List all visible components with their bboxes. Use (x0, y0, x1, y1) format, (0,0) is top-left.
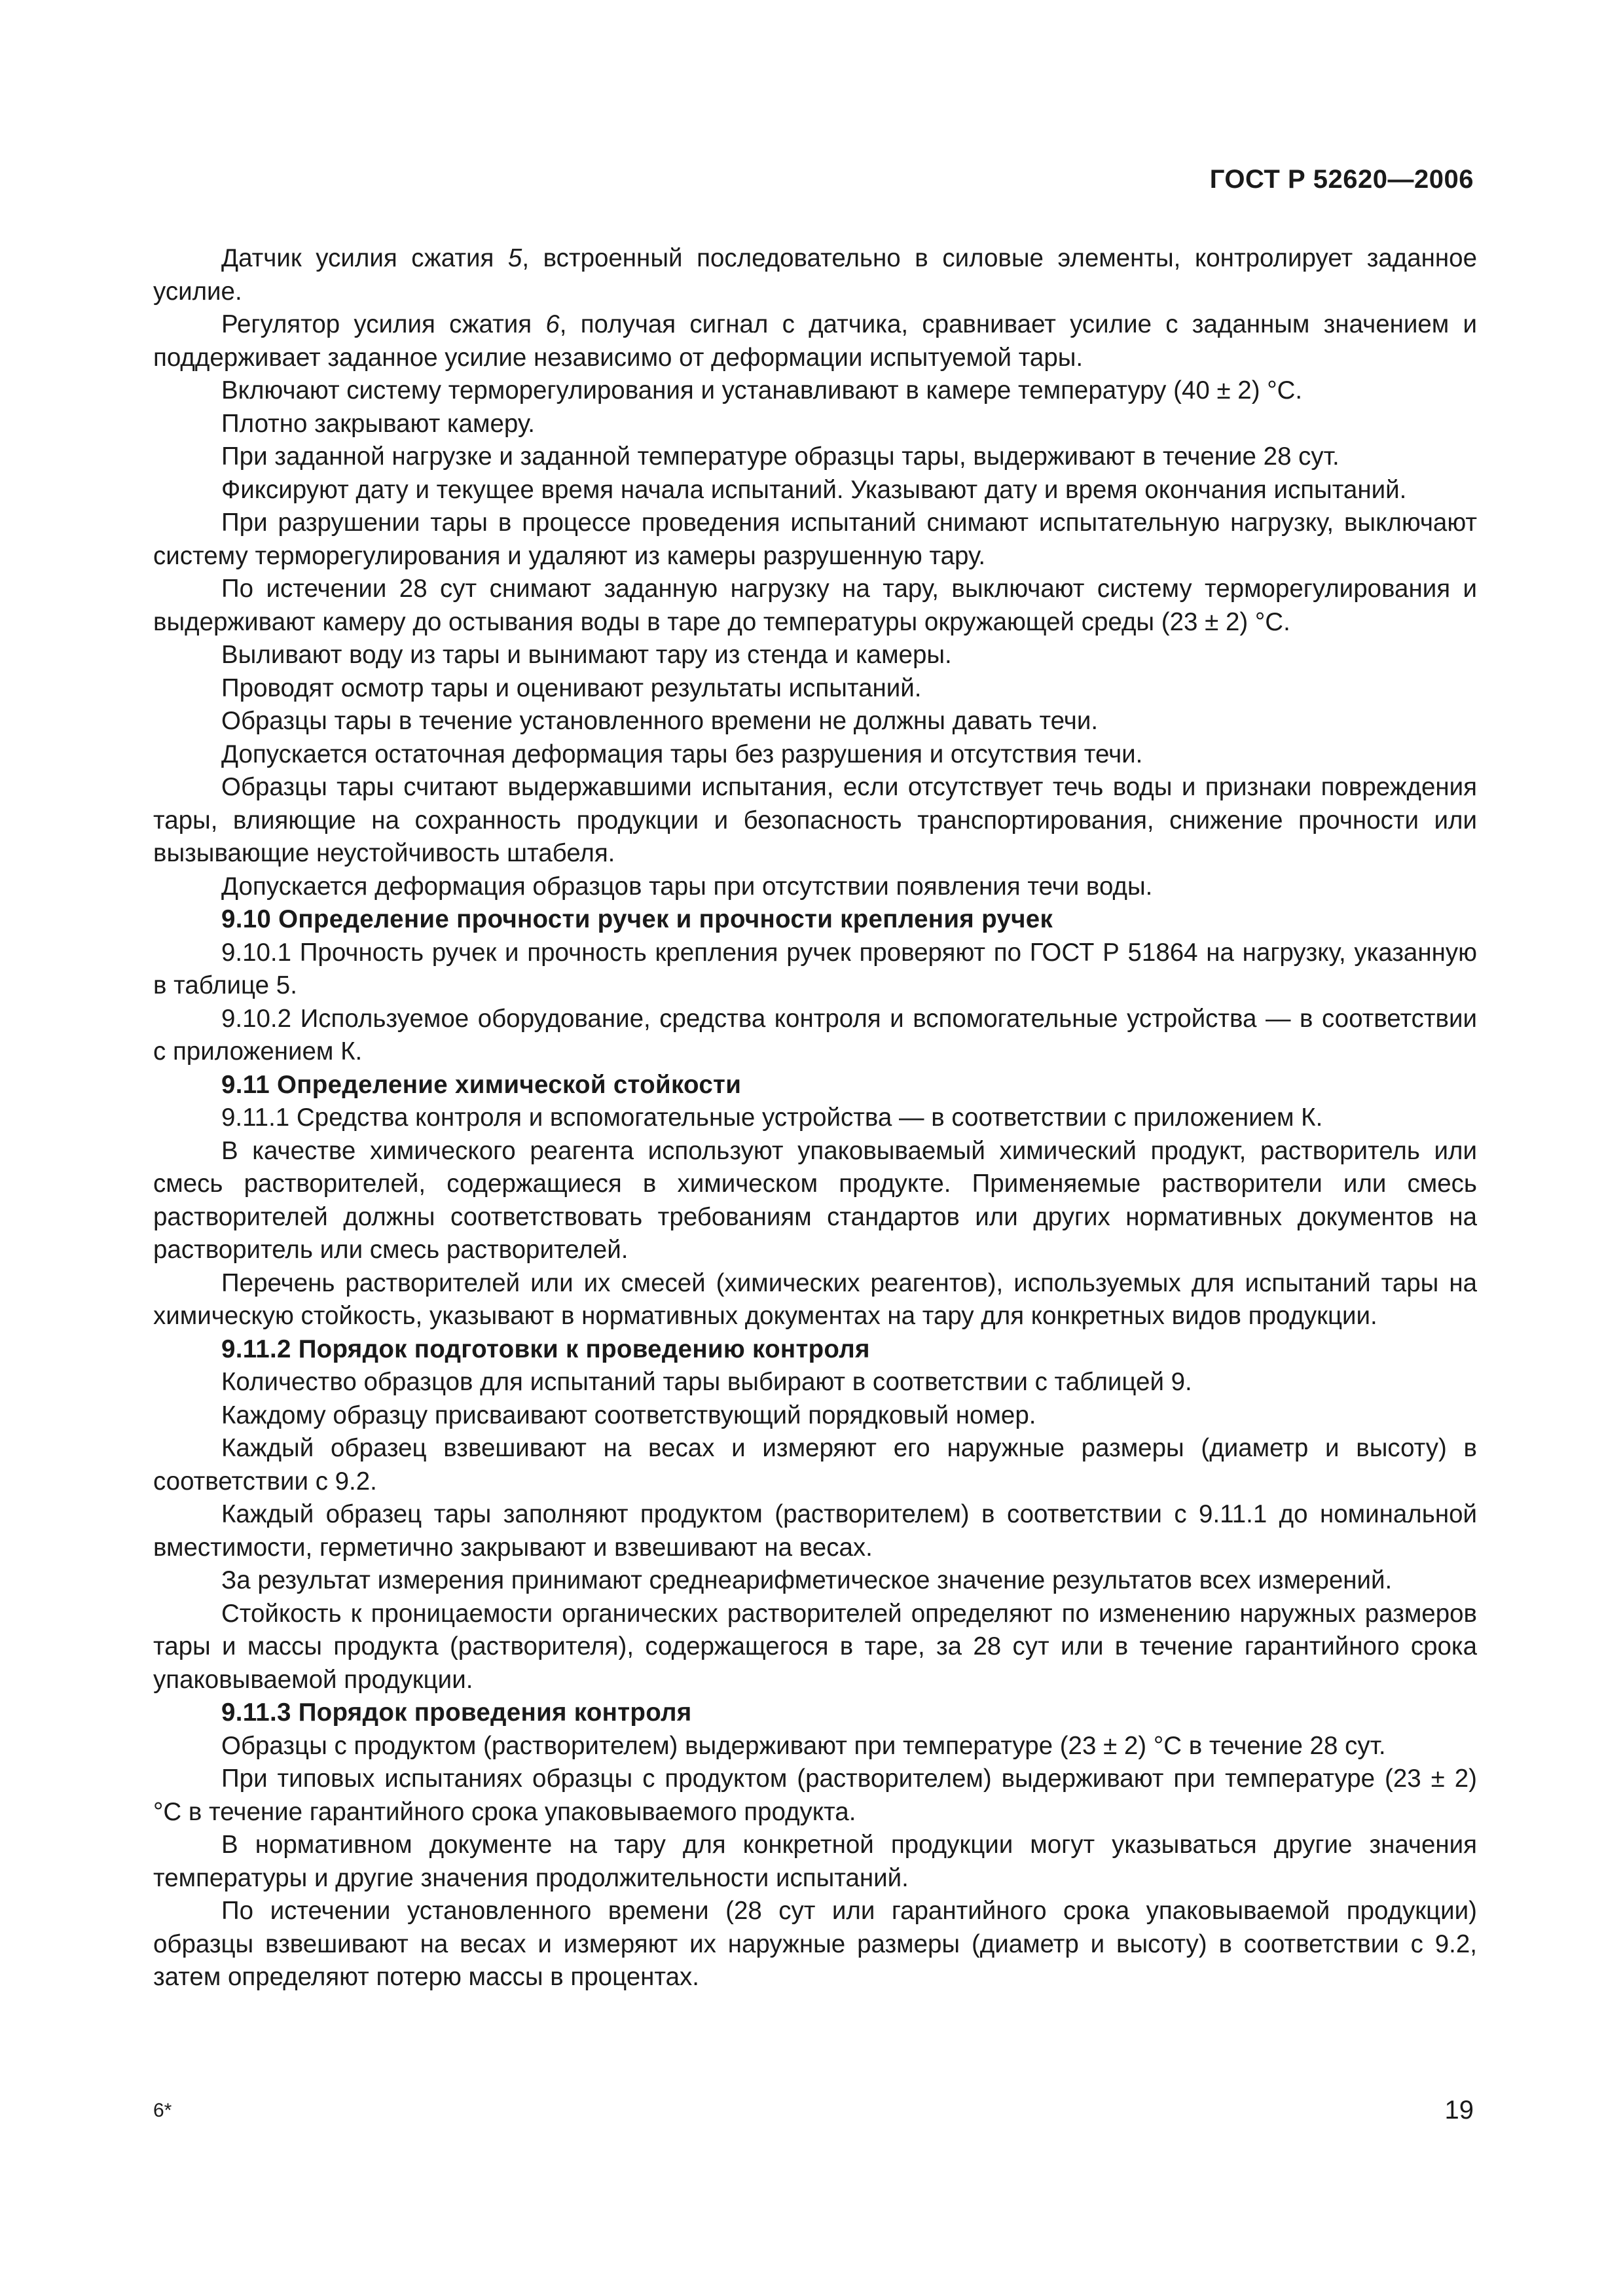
section-heading: 9.11.2 Порядок подготовки к проведению контроля (221, 1335, 870, 1363)
paragraph: При типовых испытаниях образцы с продуктом (растворителем) выдерживают при температуре (23 ± 2) °С в течение гарантийного срока упаковываемого продукта. (153, 1765, 1477, 1826)
paragraph: 9.11.1 Средства контроля и вспомогательные устройства — в соответствии с приложением К. (221, 1103, 1323, 1132)
paragraph: Выливают воду из тары и вынимают тару из стенда и камеры. (221, 641, 952, 669)
paragraph: Количество образцов для испытаний тары выбирают в соответствии с таблицей 9. (221, 1368, 1192, 1396)
paragraph: По истечении установленного времени (28 сут или гарантийного срока упаковываемой продукции) образцы взвешивают на весах и измеряют их наружные размеры (диаметр и высоту) в соответствии с 9.2, затем определяют потерю массы в процентах. (153, 1897, 1477, 1991)
paragraph: Проводят осмотр тары и оценивают результаты испытаний. (221, 673, 922, 702)
section-heading: 9.11.3 Порядок проведения контроля (221, 1698, 692, 1727)
section-heading: 9.11 Определение химической стойкости (221, 1070, 742, 1099)
paragraph: По истечении 28 сут снимают заданную нагрузку на тару, выключают систему терморегулирования и выдерживают камеру до остывания воды в таре до температуры окружающей среды (23 ± 2) °С. (153, 575, 1477, 636)
paragraph: 9.10.2 Используемое оборудование, средства контроля и вспомогательные устройства — в соответствии с приложением К. (153, 1004, 1477, 1066)
document-code: ГОСТ Р 52620—2006 (1209, 165, 1474, 194)
paragraph: Каждый образец взвешивают на весах и измеряют его наружные размеры (диаметр и высоту) в соответствии с 9.2. (153, 1434, 1477, 1496)
paragraph: Плотно закрывают камеру. (221, 409, 535, 438)
paragraph: За результат измерения принимают среднеарифметическое значение результатов всех измерений. (221, 1566, 1393, 1594)
figure-ref: 6 (545, 310, 560, 338)
paragraph: 9.10.1 Прочность ручек и прочность крепления ручек проверяют по ГОСТ Р 51864 на нагрузку, указанную в таблице 5. (153, 938, 1477, 999)
paragraph: В нормативном документе на тару для конкретной продукции могут указываться другие значения температуры и другие значения продолжительности испытаний. (153, 1831, 1477, 1892)
sheet-mark: 6* (153, 2100, 172, 2121)
paragraph: Допускается остаточная деформация тары без разрушения и отсутствия течи. (221, 740, 1143, 768)
paragraph: Образцы с продуктом (растворителем) выдерживают при температуре (23 ± 2) °С в течение 28 сут. (221, 1731, 1386, 1760)
paragraph: Образцы тары в течение установленного времени не должны давать течи. (221, 707, 1099, 735)
section-heading: 9.10 Определение прочности ручек и прочности крепления ручек (221, 905, 1053, 933)
paragraph: При разрушении тары в процессе проведения испытаний снимают испытательную нагрузку, выключают систему терморегулирования и удаляют из камеры разрушенную тару. (153, 509, 1477, 570)
paragraph: Стойкость к проницаемости органических растворителей определяют по изменению наружных размеров тары и массы продукта (растворителя), содержащегося в таре, за 28 сут или в течение гарантийного срока упаковываемой продукции. (153, 1599, 1477, 1694)
page-number: 19 (1444, 2096, 1474, 2125)
paragraph: При заданной нагрузке и заданной температуре образцы тары, выдерживают в течение 28 сут. (221, 442, 1340, 471)
paragraph: Допускается деформация образцов тары при отсутствии появления течи воды. (221, 872, 1153, 901)
paragraph: Образцы тары считают выдержавшими испытания, если отсутствует течь воды и признаки повреждения тары, влияющие на сохранность продукции и безопасность транспортирования, снижение прочности или вызывающие неустойчивость штабеля. (153, 773, 1477, 867)
paragraph: Фиксируют дату и текущее время начала испытаний. Указывают дату и время окончания испытаний. (221, 475, 1407, 504)
document-body (153, 242, 1477, 1994)
figure-ref: 5 (507, 244, 522, 272)
paragraph: Включают систему терморегулирования и устанавливают в камере температуру (40 ± 2) °С. (221, 376, 1303, 404)
paragraph: В качестве химического реагента используют упаковываемый химический продукт, растворитель или смесь растворителей, содержащиеся в химическом продукте. Применяемые растворители или смесь растворителей должны соответствовать требованиям стандартов или других нормативных документов на растворитель или смесь растворителей. (153, 1136, 1477, 1264)
paragraph: Перечень растворителей или их смесей (химических реагентов), используемых для испытаний тары на химическую стойкость, указывают в нормативных документах на тару для конкретных видов продукции. (153, 1268, 1477, 1330)
paragraph: Датчик усилия сжатия 5, встроенный последовательно в силовые элементы, контролирует заданное усилие. (153, 244, 1477, 306)
paragraph: Каждый образец тары заполняют продуктом (растворителем) в соответствии с 9.11.1 до номинальной вместимости, герметично закрывают и взвешивают на весах. (153, 1500, 1477, 1562)
paragraph: Регулятор усилия сжатия 6, получая сигнал с датчика, сравнивает усилие с заданным значением и поддерживает заданное усилие независимо от деформации испытуемой тары. (153, 310, 1478, 372)
paragraph: Каждому образцу присваивают соответствующий порядковый номер. (221, 1401, 1036, 1429)
